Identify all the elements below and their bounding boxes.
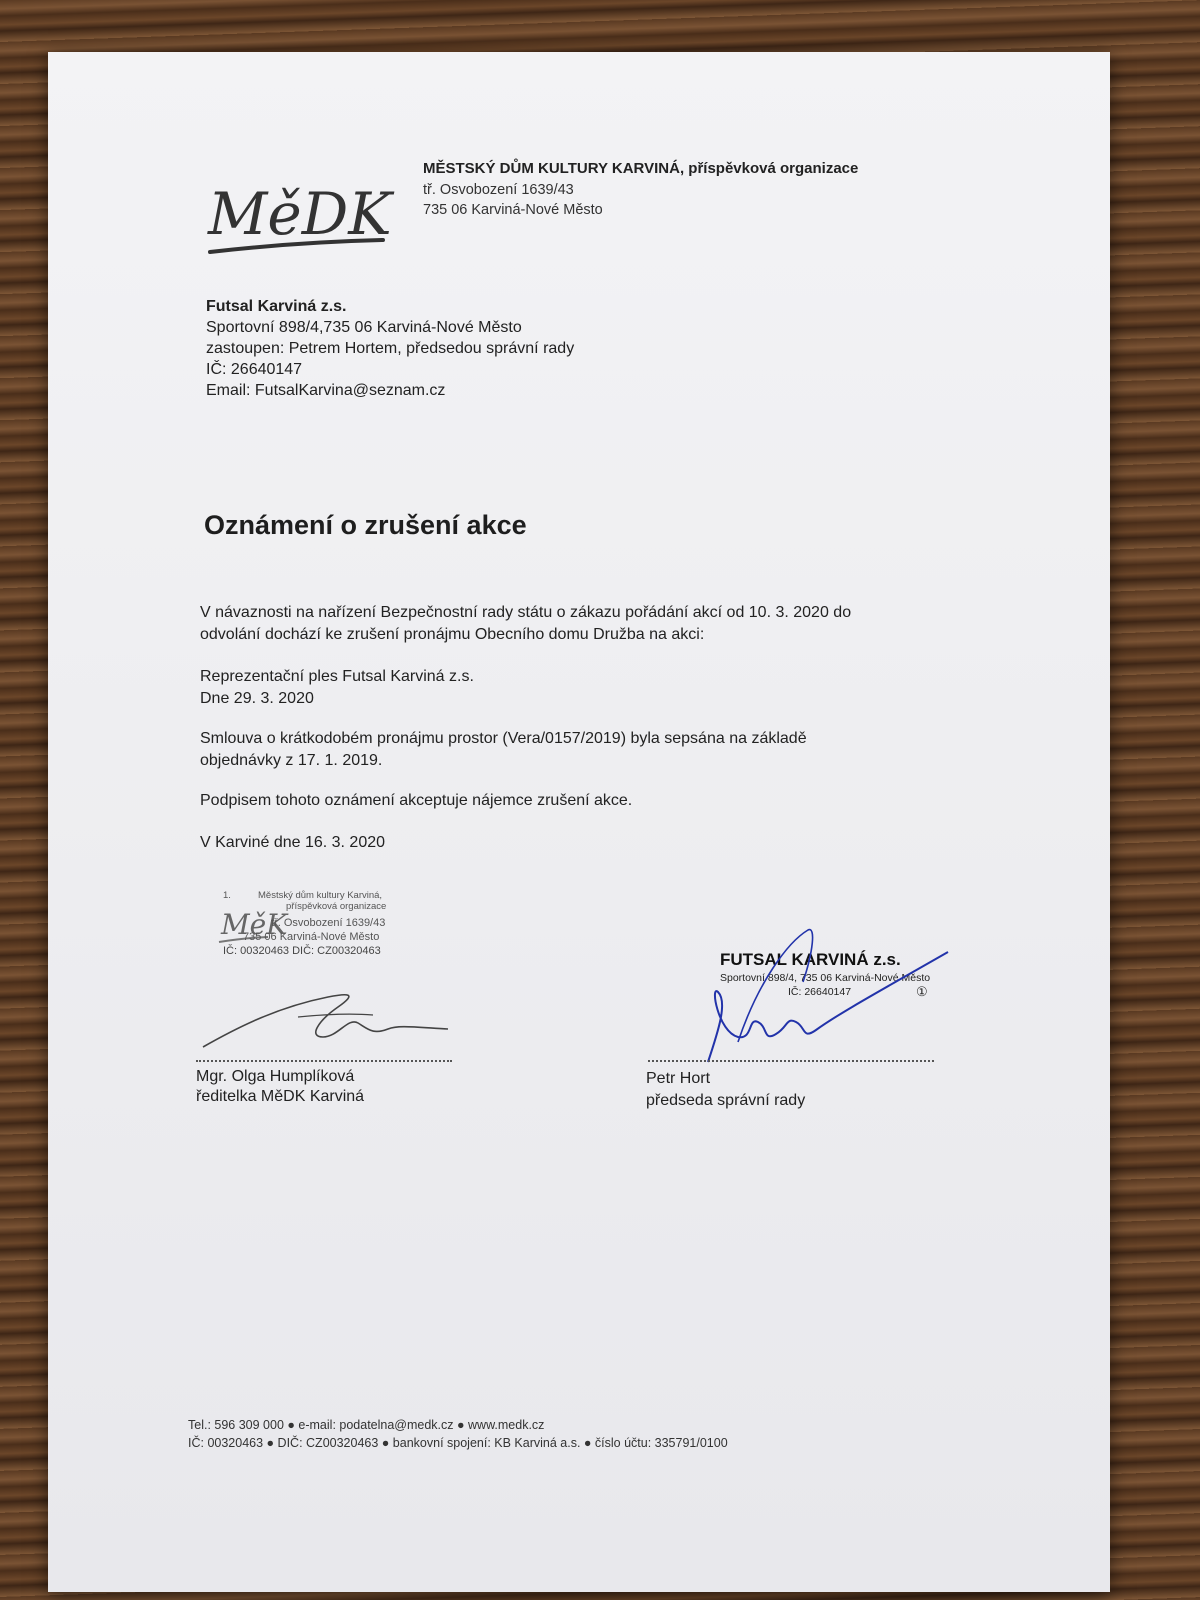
- org-street: tř. Osvobození 1639/43: [423, 182, 574, 198]
- futsal-stamp-ic: IČ: 26640147: [788, 986, 852, 998]
- futsal-stamp-name: FUTSAL KARVINÁ z.s.: [720, 950, 901, 969]
- stamp-left-line3: tř. Osvobození 1639/43: [271, 917, 386, 929]
- paragraph-3-line-1: Smlouva o krátkodobém pronájmu prostor (Vera/0157/2019) byla sepsána na základě: [200, 730, 807, 747]
- medk-stamp: [213, 890, 413, 970]
- logo-text: MěDK: [208, 180, 392, 248]
- medk-logo: [208, 162, 438, 272]
- signature-left: [198, 987, 458, 1057]
- signatory-left-name: Mgr. Olga Humplíková: [196, 1068, 355, 1085]
- recipient-address: Sportovní 898/4,735 06 Karviná-Nové Město: [206, 319, 522, 336]
- stamp-left-line5: IČ: 00320463 DIČ: CZ00320463: [223, 945, 381, 957]
- signatory-left-role: ředitelka MěDK Karviná: [196, 1088, 365, 1105]
- stamp-left-line2: příspěvková organizace: [286, 901, 387, 912]
- paragraph-1-line-1: V návaznosti na nařízení Bezpečnostní rady státu o zákazu pořádání akcí od 10. 3. 2020 do: [200, 604, 852, 621]
- footer-contact: Tel.: 596 309 000 ● e-mail: podatelna@medk.cz ● www.medk.cz: [188, 1418, 545, 1432]
- recipient-ic: IČ: 26640147: [206, 361, 303, 378]
- place-date: V Karviné dne 16. 3. 2020: [200, 834, 386, 851]
- org-name: MĚSTSKÝ DŮM KULTURY KARVINÁ, příspěvková organizace: [423, 160, 859, 177]
- signature-line-right: [648, 1060, 934, 1062]
- futsal-stamp-address: Sportovní 898/4, 735 06 Karviná-Nové Město: [720, 972, 931, 984]
- document-title: Oznámení o zrušení akce: [204, 510, 527, 540]
- futsal-stamp-mark: ①: [916, 984, 928, 999]
- paragraph-3-line-2: objednávky z 17. 1. 2019.: [200, 752, 383, 769]
- signatory-right-name: Petr Hort: [646, 1070, 711, 1087]
- signature-right: [698, 922, 958, 1072]
- stamp-left-num: 1.: [223, 890, 231, 901]
- signature-line-left: [196, 1060, 452, 1062]
- recipient-email: Email: FutsalKarvina@seznam.cz: [206, 382, 446, 399]
- document-page: [48, 52, 1110, 1592]
- stamp-left-line4: 735 06 Karviná-Nové Město: [243, 931, 380, 943]
- recipient-represented: zastoupen: Petrem Hortem, předsedou správní rady: [206, 340, 575, 357]
- paragraph-1-line-2: odvolání dochází ke zrušení pronájmu Obecního domu Družba na akci:: [200, 626, 705, 643]
- recipient-name: Futsal Karviná z.s.: [206, 298, 347, 315]
- paragraph-4: Podpisem tohoto oznámení akceptuje nájemce zrušení akce.: [200, 792, 633, 809]
- org-city: 735 06 Karviná-Nové Město: [423, 202, 603, 218]
- stamp-left-line1: Městský dům kultury Karviná,: [258, 890, 383, 901]
- signatory-right-role: předseda správní rady: [646, 1092, 806, 1109]
- event-date: Dne 29. 3. 2020: [200, 690, 314, 707]
- svg-text:MěK: MěK: [221, 908, 288, 941]
- footer-bank: IČ: 00320463 ● DIČ: CZ00320463 ● bankovní spojení: KB Karviná a.s. ● číslo účtu: 335791/0100: [188, 1436, 728, 1450]
- event-name: Reprezentační ples Futsal Karviná z.s.: [200, 668, 474, 685]
